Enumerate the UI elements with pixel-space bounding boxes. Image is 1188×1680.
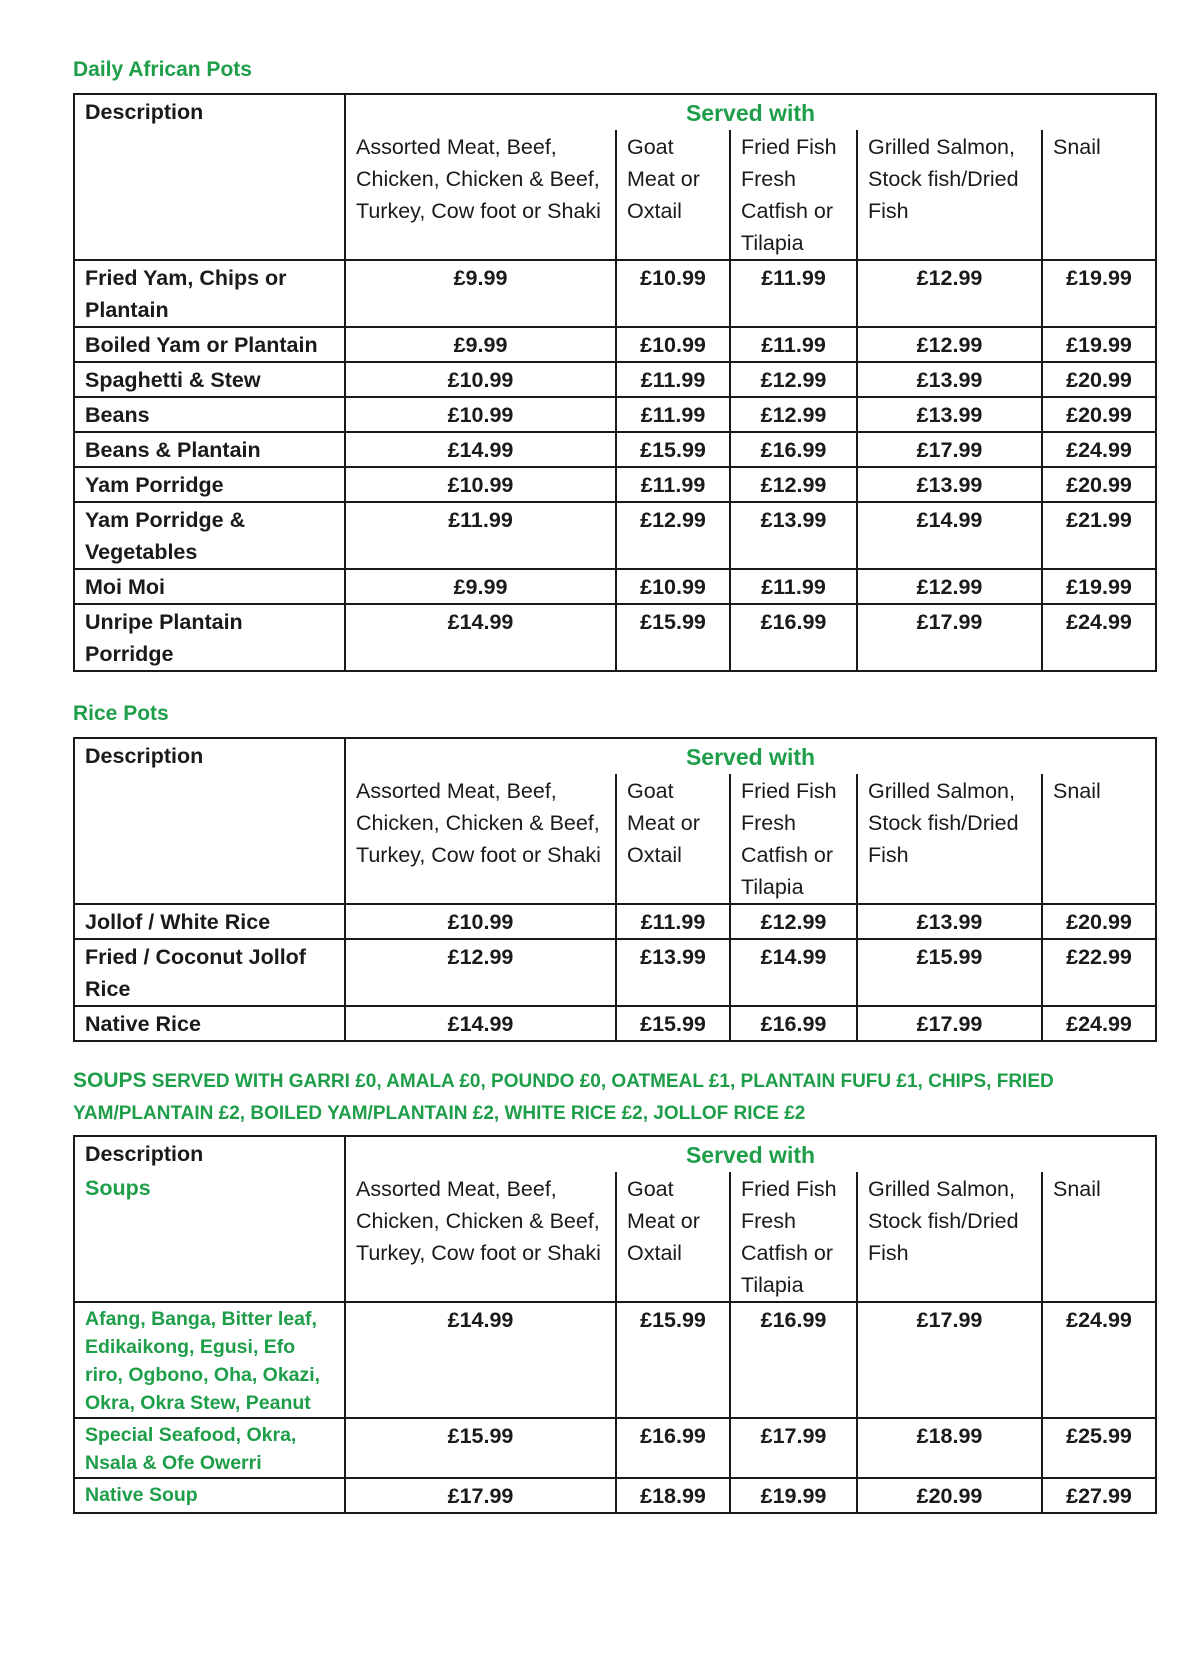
row-label: Native Rice [74, 1006, 345, 1041]
price-cell: £16.99 [730, 1006, 857, 1041]
row-label: Jollof / White Rice [74, 904, 345, 939]
price-cell: £24.99 [1042, 1302, 1156, 1418]
section-title-rice-pots: Rice Pots [73, 702, 169, 725]
price-cell: £12.99 [730, 467, 857, 502]
row-label: Spaghetti & Stew [74, 362, 345, 397]
row-label: Yam Porridge & Vegetables [74, 502, 345, 569]
soups-heading [73, 1065, 1093, 1130]
description-label: Description [85, 744, 204, 768]
price-cell: £19.99 [1042, 327, 1156, 362]
price-cell: £27.99 [1042, 1478, 1156, 1513]
table-row [74, 904, 1156, 939]
price-cell: £11.99 [616, 904, 730, 939]
price-cell: £24.99 [1042, 432, 1156, 467]
price-cell: £10.99 [345, 904, 616, 939]
price-cell: £12.99 [857, 260, 1042, 327]
row-label: Fried / Coconut Jollof Rice [74, 939, 345, 1006]
price-cell: £12.99 [730, 904, 857, 939]
column-header: Fried Fish Fresh Catfish or Tilapia [730, 1172, 857, 1302]
price-cell: £16.99 [616, 1418, 730, 1478]
row-label: Unripe Plantain Porridge [74, 604, 345, 671]
price-cell: £12.99 [730, 362, 857, 397]
table-row [74, 502, 1156, 569]
column-header: Assorted Meat, Beef, Chicken, Chicken & Beef, Turkey, Cow foot or Shaki [345, 1172, 616, 1302]
price-cell: £17.99 [730, 1418, 857, 1478]
price-cell: £11.99 [730, 569, 857, 604]
price-cell: £9.99 [345, 569, 616, 604]
price-cell: £17.99 [857, 1302, 1042, 1418]
price-cell: £11.99 [616, 362, 730, 397]
price-cell: £18.99 [616, 1478, 730, 1513]
price-cell: £11.99 [616, 397, 730, 432]
column-header: Assorted Meat, Beef, Chicken, Chicken & Beef, Turkey, Cow foot or Shaki [345, 774, 616, 904]
price-cell: £16.99 [730, 432, 857, 467]
row-label: Beans & Plantain [74, 432, 345, 467]
price-cell: £17.99 [857, 1006, 1042, 1041]
price-cell: £25.99 [1042, 1418, 1156, 1478]
soups-subheader: Soups [85, 1176, 151, 1200]
price-cell: £10.99 [616, 327, 730, 362]
price-cell: £15.99 [616, 604, 730, 671]
column-header: Grilled Salmon, Stock fish/Dried Fish [857, 130, 1042, 260]
row-label: Beans [74, 397, 345, 432]
price-cell: £20.99 [857, 1478, 1042, 1513]
price-cell: £13.99 [857, 904, 1042, 939]
description-header [74, 94, 345, 260]
column-header: Fried Fish Fresh Catfish or Tilapia [730, 130, 857, 260]
soups-table [73, 1135, 1157, 1514]
price-cell: £13.99 [857, 467, 1042, 502]
description-header [74, 1136, 345, 1302]
african-pots-table [73, 93, 1157, 672]
price-cell: £17.99 [345, 1478, 616, 1513]
price-cell: £14.99 [345, 1302, 616, 1418]
header-row [74, 94, 1156, 130]
column-header: Assorted Meat, Beef, Chicken, Chicken & Beef, Turkey, Cow foot or Shaki [345, 130, 616, 260]
row-label: Special Seafood, Okra, Nsala & Ofe Owerri [74, 1418, 345, 1478]
row-label: Native Soup [74, 1478, 345, 1513]
table-row [74, 604, 1156, 671]
price-cell: £22.99 [1042, 939, 1156, 1006]
price-cell: £10.99 [345, 467, 616, 502]
column-header: Fried Fish Fresh Catfish or Tilapia [730, 774, 857, 904]
price-cell: £12.99 [345, 939, 616, 1006]
row-label: Moi Moi [74, 569, 345, 604]
table-row [74, 362, 1156, 397]
description-label: Description [85, 1142, 204, 1166]
header-row [74, 1136, 1156, 1172]
price-cell: £16.99 [730, 1302, 857, 1418]
price-cell: £16.99 [730, 604, 857, 671]
price-cell: £10.99 [345, 362, 616, 397]
served-with-header: Served with [345, 738, 1156, 774]
row-label: Fried Yam, Chips or Plantain [74, 260, 345, 327]
row-label: Afang, Banga, Bitter leaf, Edikaikong, Egusi, Efo riro, Ogbono, Oha, Okazi, Okra, Okra Stew, Peanut [74, 1302, 345, 1418]
price-cell: £17.99 [857, 604, 1042, 671]
price-cell: £20.99 [1042, 467, 1156, 502]
table-row [74, 260, 1156, 327]
price-cell: £19.99 [730, 1478, 857, 1513]
table-row [74, 432, 1156, 467]
table-row [74, 1302, 1156, 1418]
table-row [74, 327, 1156, 362]
price-cell: £14.99 [857, 502, 1042, 569]
price-cell: £13.99 [730, 502, 857, 569]
row-label: Yam Porridge [74, 467, 345, 502]
price-cell: £12.99 [616, 502, 730, 569]
price-cell: £12.99 [857, 327, 1042, 362]
price-cell: £11.99 [616, 467, 730, 502]
column-header: Grilled Salmon, Stock fish/Dried Fish [857, 774, 1042, 904]
price-cell: £15.99 [616, 1006, 730, 1041]
price-cell: £20.99 [1042, 904, 1156, 939]
price-cell: £13.99 [857, 362, 1042, 397]
price-cell: £10.99 [616, 260, 730, 327]
column-header: Snail [1042, 774, 1156, 904]
price-cell: £13.99 [857, 397, 1042, 432]
column-header: Grilled Salmon, Stock fish/Dried Fish [857, 1172, 1042, 1302]
table-row [74, 1418, 1156, 1478]
price-cell: £24.99 [1042, 604, 1156, 671]
price-cell: £11.99 [730, 327, 857, 362]
header-row [74, 738, 1156, 774]
rice-pots-table [73, 737, 1157, 1042]
description-header [74, 738, 345, 904]
price-cell: £11.99 [345, 502, 616, 569]
section-title-daily-african-pots: Daily African Pots [73, 58, 252, 81]
price-cell: £10.99 [616, 569, 730, 604]
price-cell: £10.99 [345, 397, 616, 432]
price-cell: £15.99 [857, 939, 1042, 1006]
price-cell: £14.99 [345, 432, 616, 467]
price-cell: £14.99 [345, 1006, 616, 1041]
price-cell: £11.99 [730, 260, 857, 327]
served-with-header: Served with [345, 1136, 1156, 1172]
price-cell: £24.99 [1042, 1006, 1156, 1041]
row-label: Boiled Yam or Plantain [74, 327, 345, 362]
served-with-header: Served with [345, 94, 1156, 130]
column-header: Snail [1042, 130, 1156, 260]
description-label: Description [85, 100, 204, 124]
price-cell: £15.99 [616, 1302, 730, 1418]
price-cell: £20.99 [1042, 397, 1156, 432]
table-row [74, 569, 1156, 604]
price-cell: £12.99 [857, 569, 1042, 604]
soups-heading-label: SOUPS [73, 1069, 147, 1092]
column-header: Goat Meat or Oxtail [616, 1172, 730, 1302]
price-cell: £13.99 [616, 939, 730, 1006]
price-cell: £18.99 [857, 1418, 1042, 1478]
price-cell: £9.99 [345, 260, 616, 327]
column-header: Goat Meat or Oxtail [616, 130, 730, 260]
price-cell: £20.99 [1042, 362, 1156, 397]
table-row [74, 939, 1156, 1006]
price-cell: £19.99 [1042, 569, 1156, 604]
table-row [74, 467, 1156, 502]
price-cell: £19.99 [1042, 260, 1156, 327]
table-row [74, 397, 1156, 432]
price-cell: £17.99 [857, 432, 1042, 467]
table-row [74, 1006, 1156, 1041]
price-cell: £14.99 [345, 604, 616, 671]
price-cell: £21.99 [1042, 502, 1156, 569]
price-cell: £9.99 [345, 327, 616, 362]
price-cell: £15.99 [345, 1418, 616, 1478]
column-header: Goat Meat or Oxtail [616, 774, 730, 904]
price-cell: £14.99 [730, 939, 857, 1006]
column-header: Snail [1042, 1172, 1156, 1302]
price-cell: £12.99 [730, 397, 857, 432]
table-row [74, 1478, 1156, 1513]
price-cell: £15.99 [616, 432, 730, 467]
soups-heading-sides: SERVED WITH GARRI £0, AMALA £0, POUNDO £0, OATMEAL £1, PLANTAIN FUFU £1, CHIPS, FRIED YAM/PLANTAIN £2, BOILED YAM/PLANTAIN £2, WHITE RICE £2, JOLLOF RICE £2 [73, 1071, 1054, 1124]
